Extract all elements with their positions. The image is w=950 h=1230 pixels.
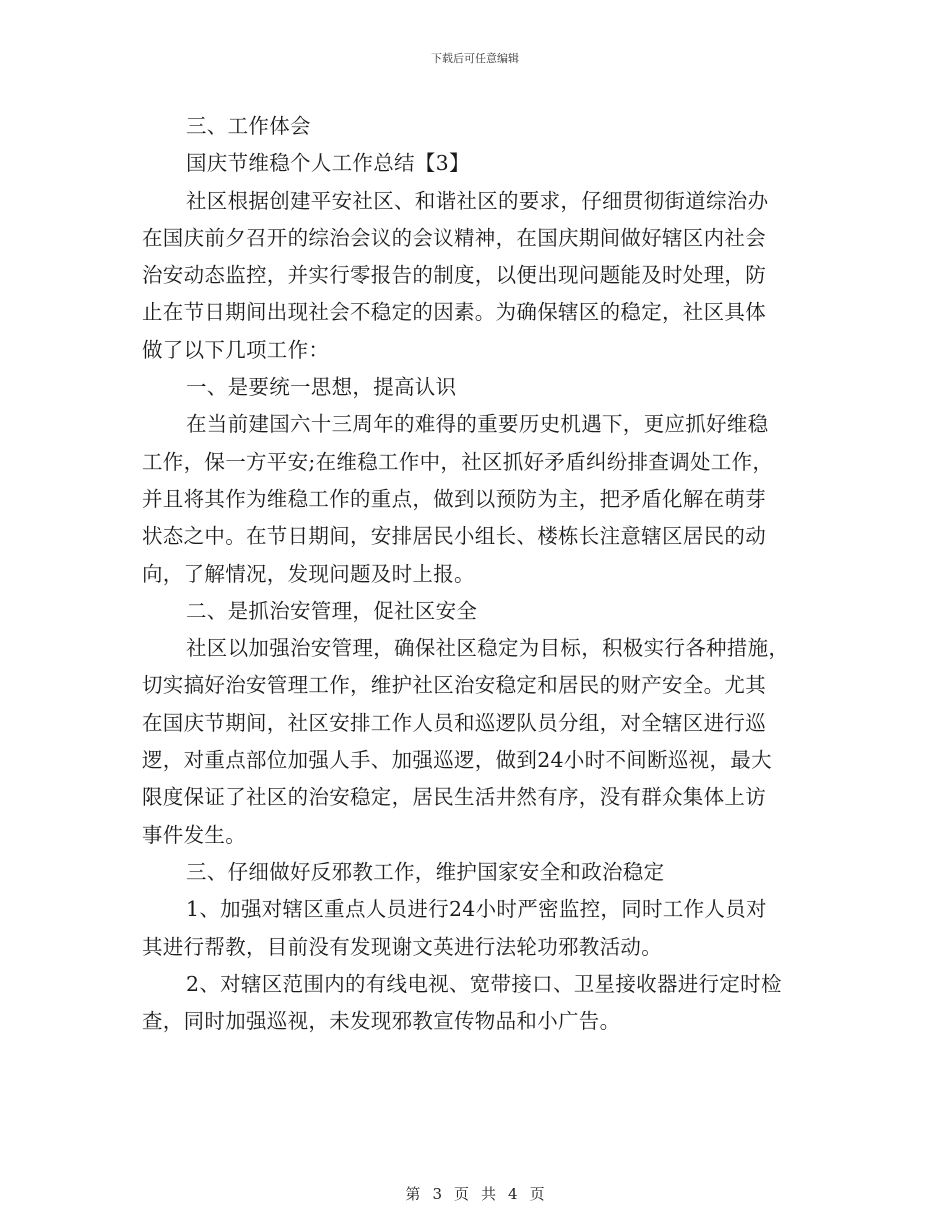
paragraph-line: 限度保证了社区的治安稳定，居民生活井然有序，没有群众集体上访 bbox=[142, 785, 766, 810]
paragraph-line: 社区根据创建平安社区、和谐社区的要求，仔细贯彻街道综治办 bbox=[186, 188, 769, 213]
paragraph-line: 查，同时加强巡视，未发现邪教宣传物品和小广告。 bbox=[142, 1009, 621, 1034]
paragraph-line: 在当前建国六十三周年的难得的重要历史机遇下，更应抓好维稳 bbox=[186, 412, 769, 437]
paragraph-line: 做了以下几项工作： bbox=[142, 337, 330, 362]
paragraph-line: 向，了解情况，发现问题及时上报。 bbox=[142, 561, 475, 586]
paragraph-line: 在国庆节期间，社区安排工作人员和巡逻队员分组，对全辖区进行巡 bbox=[142, 710, 766, 735]
paragraph-line: 2、对辖区范围内的有线电视、宽带接口、卫星接收器进行定时检 bbox=[186, 971, 782, 996]
section-heading: 三、仔细做好反邪教工作，维护国家安全和政治稳定 bbox=[186, 859, 665, 884]
paragraph-line: 其进行帮教，目前没有发现谢文英进行法轮功邪教活动。 bbox=[142, 934, 662, 959]
page-label: 第 bbox=[405, 1185, 421, 1203]
paragraph-line: 1、加强对辖区重点人员进行24小时严密监控，同时工作人员对 bbox=[186, 897, 767, 922]
paragraph-line: 切实搞好治安管理工作，维护社区治安稳定和居民的财产安全。尤其 bbox=[142, 673, 766, 698]
paragraph-line: 在国庆前夕召开的综治会议的会议精神，在国庆期间做好辖区内社会 bbox=[142, 225, 766, 250]
page-total: 4 bbox=[508, 1185, 518, 1203]
document-body bbox=[142, 108, 806, 1040]
page-label: 共 bbox=[481, 1185, 497, 1203]
paragraph-line: 止在节日期间出现社会不稳定的因素。为确保辖区的稳定，社区具体 bbox=[142, 300, 766, 325]
page-label: 页 bbox=[453, 1185, 469, 1203]
document-title: 国庆节维稳个人工作总结【3】 bbox=[186, 151, 470, 176]
paragraph-line: 状态之中。在节日期间，安排居民小组长、楼栋长注意辖区居民的动 bbox=[142, 524, 766, 549]
page-header-note: 下载后可任意编辑 bbox=[431, 52, 519, 65]
paragraph-line: 并且将其作为维稳工作的重点，做到以预防为主，把矛盾化解在萌芽 bbox=[142, 486, 766, 511]
paragraph-line: 治安动态监控，并实行零报告的制度，以便出现问题能及时处理，防 bbox=[142, 263, 766, 288]
section-heading: 一、是要统一思想，提高认识 bbox=[186, 375, 457, 400]
paragraph-line: 事件发生。 bbox=[142, 822, 246, 847]
paragraph-line: 逻，对重点部位加强人手、加强巡逻，做到24小时不间断巡视，最大 bbox=[142, 748, 772, 773]
paragraph-line: 社区以加强治安管理，确保社区稳定为目标，积极实行各种措施， bbox=[186, 636, 790, 661]
section-heading: 二、是抓治安管理，促社区安全 bbox=[186, 598, 478, 623]
page-number: 3 bbox=[432, 1185, 442, 1203]
page-footer bbox=[0, 1183, 950, 1204]
paragraph-line: 工作，保一方平安;在维稳工作中，社区抓好矛盾纠纷排查调处工作， bbox=[142, 449, 774, 474]
section-heading: 三、工作体会 bbox=[186, 114, 311, 138]
page-label: 页 bbox=[529, 1185, 545, 1203]
